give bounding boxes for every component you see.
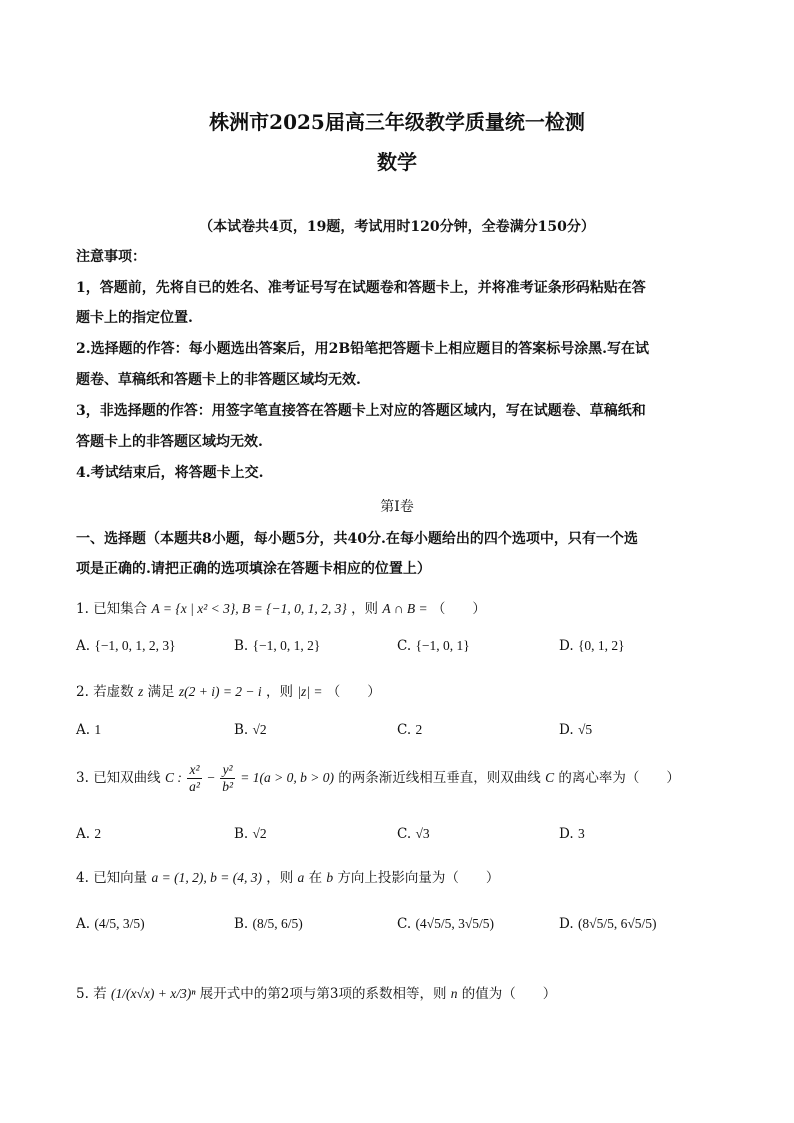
option-label: C.	[397, 826, 412, 842]
q2-math: z(2 + i) = 2 − i	[178, 684, 262, 699]
q2-option-b[interactable]	[234, 722, 267, 738]
q2-option-c[interactable]	[397, 722, 422, 738]
option-label: A.	[76, 916, 91, 932]
q1-stem-b: ，则	[351, 601, 379, 617]
note-1-line-2: 题卡上的指定位置.	[76, 310, 193, 326]
option-value: {0, 1, 2}	[577, 638, 625, 653]
q4-var-a: a	[297, 870, 305, 885]
option-label: A.	[76, 722, 91, 738]
q1-option-d[interactable]	[559, 638, 625, 654]
q3-stem-c: 的离心率为（ ）	[558, 770, 680, 786]
q4-option-c[interactable]	[397, 916, 494, 932]
q1-stem-a: 已知集合	[93, 601, 148, 617]
q5-math: (1/(x√x) + x/3)ⁿ	[110, 986, 196, 1001]
option-value: {−1, 0, 1, 2}	[252, 638, 321, 653]
option-label: D.	[559, 722, 574, 738]
option-label: B.	[234, 638, 249, 654]
question-4	[76, 866, 499, 886]
q1-stem-c: （ ）	[431, 601, 486, 617]
q4-math: a = (1, 2), b = (4, 3)	[151, 870, 262, 885]
question-2	[76, 680, 381, 700]
option-value: √2	[252, 826, 267, 841]
note-3-line-2: 答题卡上的非答题区域均无效.	[76, 434, 263, 450]
q3-math-pre: C :	[164, 770, 182, 785]
option-value: √5	[577, 722, 593, 737]
subject-title: 数学	[377, 150, 417, 174]
option-label: C.	[397, 916, 412, 932]
q4-stem-a: 已知向量	[93, 870, 148, 886]
q5-stem-b: 展开式中的第2项与第3项的系数相等，则	[199, 986, 447, 1002]
option-label: D.	[559, 638, 574, 654]
q3-option-c[interactable]	[397, 826, 430, 842]
q5-stem-a: 若	[93, 986, 107, 1002]
q1-option-b[interactable]	[234, 638, 320, 654]
option-value: √3	[415, 826, 430, 841]
q4-option-b[interactable]	[234, 916, 303, 932]
q5-var: n	[450, 986, 458, 1001]
option-value: 3	[577, 826, 585, 841]
q2-stem-b: 满足	[147, 684, 175, 700]
note-1-line-1: 1，答题前，先将自已的姓名、准考证号写在试题卷和答题卡上，并将准考证条形码粘贴在答	[76, 280, 646, 296]
note-4: 4.考试结束后，将答题卡上交.	[76, 465, 264, 481]
q2-stem-a: 若虚数	[93, 684, 134, 700]
q2-math-2: |z| =	[297, 684, 323, 699]
q3-frac-y: $\frac{\text{y²}}{\text{b²}}$	[222, 762, 233, 794]
q3-var: C	[545, 770, 555, 785]
part-1-line-1: 一、选择题（本题共8小题，每小题5分，共40分.在每小题给出的四个选项中，只有一个选	[76, 531, 638, 547]
question-5	[76, 982, 556, 1002]
q3-number: 3.	[76, 770, 89, 786]
option-value: √2	[252, 722, 267, 737]
q3-math-post: = 1(a > 0, b > 0)	[240, 770, 334, 785]
q5-number: 5.	[76, 986, 89, 1002]
question-1	[76, 597, 486, 617]
option-label: A.	[76, 638, 91, 654]
option-label: B.	[234, 722, 249, 738]
option-value: (8/5, 6/5)	[252, 916, 303, 931]
q3-stem-b: 的两条渐近线相互垂直，则双曲线	[338, 770, 541, 786]
option-label: A.	[76, 826, 91, 842]
option-value: 2	[415, 722, 423, 737]
exam-title: 株洲市2025届高三年级教学质量统一检测	[209, 110, 585, 134]
note-2-line-2: 题卷、草稿纸和答题卡上的非答题区域均无效.	[76, 372, 361, 388]
q1-option-a[interactable]	[76, 638, 176, 654]
option-value: 2	[94, 826, 102, 841]
q4-stem-b: ，则	[266, 870, 294, 886]
option-label: B.	[234, 916, 249, 932]
q3-option-d[interactable]	[559, 826, 585, 842]
exam-info: （本试卷共4页，19题，考试用时120分钟，全卷满分150分）	[199, 219, 595, 235]
q2-option-d[interactable]	[559, 722, 592, 738]
q4-option-a[interactable]	[76, 916, 145, 932]
q2-stem-d: （ ）	[326, 684, 381, 700]
q3-stem-a: 已知双曲线	[93, 770, 161, 786]
q3-frac-x: $\frac{\text{x²}}{\text{a²}}$	[189, 762, 200, 794]
q4-stem-c: 在	[308, 870, 323, 886]
option-label: D.	[559, 916, 574, 932]
option-label: D.	[559, 826, 574, 842]
option-label: C.	[397, 638, 412, 654]
q2-var: z	[137, 684, 144, 699]
option-label: B.	[234, 826, 249, 842]
option-value: 1	[94, 722, 102, 737]
option-label: C.	[397, 722, 412, 738]
q2-option-a[interactable]	[76, 722, 101, 738]
option-value: (4/5, 3/5)	[94, 916, 145, 931]
q1-option-c[interactable]	[397, 638, 470, 654]
q2-stem-c: ，则	[265, 684, 293, 700]
q5-stem-c: 的值为（ ）	[461, 986, 557, 1002]
note-3-line-1: 3，非选择题的作答：用签字笔直接答在答题卡上对应的答题区域内，写在试题卷、草稿纸和	[76, 403, 646, 419]
q2-number: 2.	[76, 684, 89, 700]
q4-var-b: b	[326, 870, 334, 885]
q1-math-2: A ∩ B =	[382, 601, 428, 616]
volume-label: 第I卷	[380, 499, 414, 515]
option-value: {−1, 0, 1}	[415, 638, 470, 653]
option-value: {−1, 0, 1, 2, 3}	[94, 638, 176, 653]
notes-heading: 注意事项：	[76, 249, 146, 265]
option-value: (8√5/5, 6√5/5)	[577, 916, 657, 931]
q3-option-b[interactable]	[234, 826, 267, 842]
option-value: (4√5/5, 3√5/5)	[415, 916, 494, 931]
q1-math: A = {x | x² < 3}, B = {−1, 0, 1, 2, 3}	[151, 601, 347, 616]
q4-stem-d: 方向上投影向量为（ ）	[337, 870, 500, 886]
note-2-line-1: 2.选择题的作答：每小题选出答案后，用2B铅笔把答题卡上相应题目的答案标号涂黑.写在试	[76, 341, 650, 357]
q4-number: 4.	[76, 870, 89, 886]
question-3: 3. 已知双曲线 C : $\frac{\text{x²}}{\text{a²}}$ − $\frac{\text{y²}}{\text{b²}}$ = 1(a > 0, b > 0) 的两条渐近线相互垂直，则双曲线 C 的离心率为（ ）	[76, 762, 680, 794]
q3-option-a[interactable]	[76, 826, 101, 842]
q4-option-d[interactable]	[559, 916, 657, 932]
q1-number: 1.	[76, 601, 89, 617]
part-1-line-2: 项是正确的.请把正确的选项填涂在答题卡相应的位置上）	[76, 561, 431, 577]
